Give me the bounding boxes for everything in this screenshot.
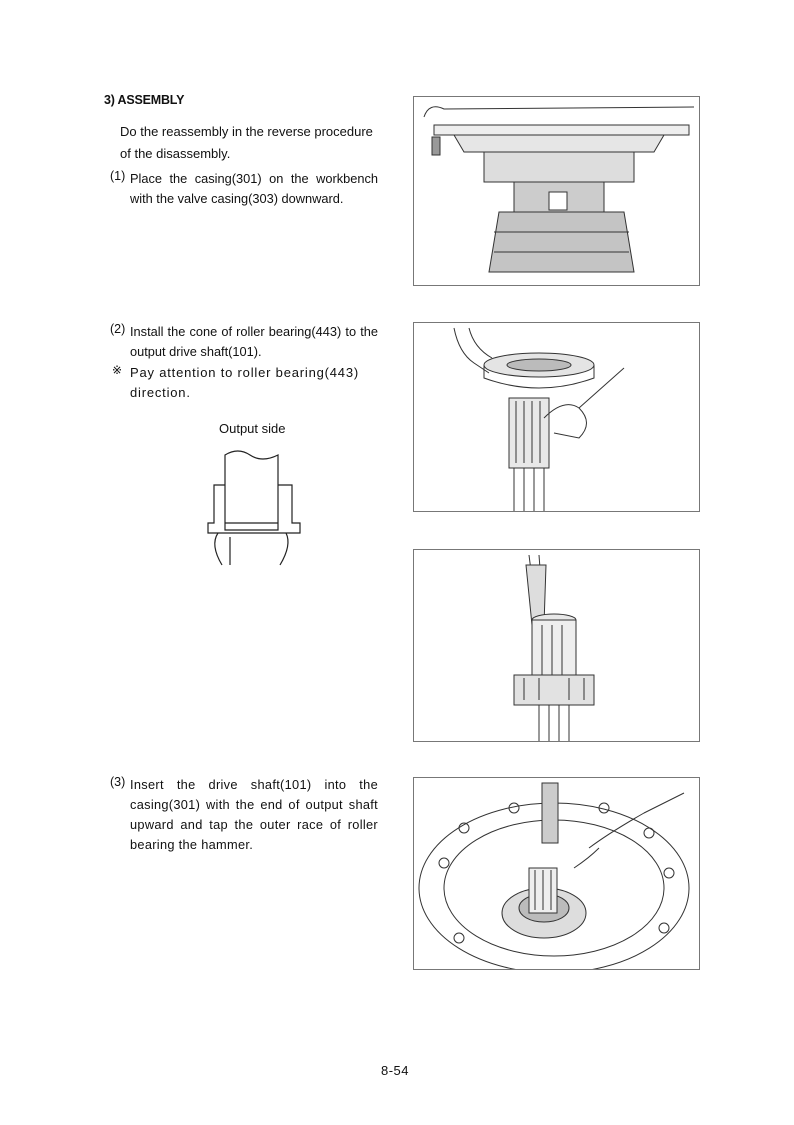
bearing-direction-diagram <box>200 445 310 570</box>
diagram-caption: Output side <box>219 421 286 436</box>
section-heading: 3) ASSEMBLY <box>104 93 185 107</box>
step-1-number: (1) <box>110 169 126 183</box>
note-text: Pay attention to roller bearing(443) direction. <box>130 365 359 400</box>
step-3-number: (3) <box>110 775 126 789</box>
photo-drive-shaft-into-casing <box>413 777 700 970</box>
step-1-text: Place the casing(301) on the workbench with the valve casing(303) downward. <box>130 171 378 206</box>
step-2-number: (2) <box>110 322 126 336</box>
step-2-text: Install the cone of roller bearing(443) to the output drive shaft(101). <box>130 324 378 359</box>
photo-install-bearing-cone <box>413 322 700 512</box>
note-mark: ※ <box>112 363 123 377</box>
photo-bearing-on-shaft <box>413 549 700 742</box>
page-number: 8-54 <box>381 1063 410 1078</box>
intro-text: Do the reassembly in the reverse procedure of the disassembly. <box>120 124 373 161</box>
photo-casing-on-workbench <box>413 96 700 286</box>
step-3-text: Insert the drive shaft(101) into the casing(301) with the end of output shaft upward and tap the outer race of roller bearing the hammer. <box>130 777 378 852</box>
